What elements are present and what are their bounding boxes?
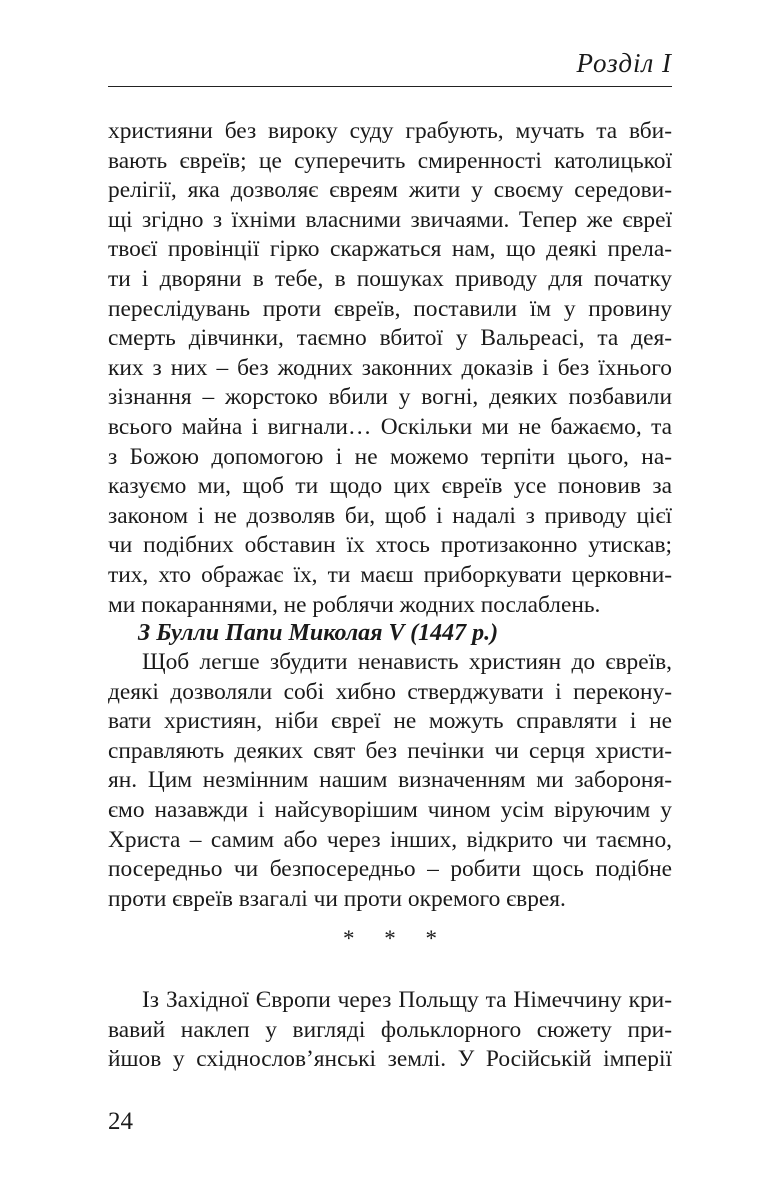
paragraph-3 <box>108 986 672 1075</box>
text-line: твоєї провінції гірко скаржаться нам, що деякі прела- <box>108 236 672 263</box>
text-line: чи подібних обставин їх хтось протизаконно утискав; <box>108 532 672 559</box>
text-line: щі згідно з їхніми власними звичаями. Тепер же євреї <box>108 206 672 233</box>
text-line: посередньо чи безпосередньо – робити щось подібне <box>108 856 672 883</box>
text-line: ємо назавжди і найсуворішим чином усім віруючим у <box>108 796 672 823</box>
text-line: деякі дозволяли собі хибно стверджувати і перекону- <box>108 678 672 705</box>
text-line: ких з них – без жодних законних доказів і без їхнього <box>108 354 672 381</box>
text-line: ми покараннями, не роблячи жодних послаблень. <box>108 591 601 618</box>
text-line: законом і не дозволяв би, щоб і надалі з приводу цієї <box>108 502 672 529</box>
running-header <box>108 42 672 87</box>
page-number: 24 <box>108 1108 133 1135</box>
section-separator: * * * <box>343 926 449 951</box>
text-line: казуємо ми, щоб ти щодо цих євреїв усе поновив за <box>108 473 672 500</box>
text-line: всього майна і вигнали… Оскільки ми не бажаємо, та <box>108 413 672 440</box>
text-line: ян. Цим незмінним нашим визначенням ми забороня- <box>108 767 672 794</box>
paragraph-2 <box>108 648 672 914</box>
text-line: вають євреїв; це суперечить смиренності католицької <box>108 147 672 174</box>
text-line: вавий наклеп у вигляді фольклорного сюжету при- <box>108 1016 672 1043</box>
text-line: смерть дівчинки, таємно вбитої у Вальреасі, та дея- <box>108 325 672 352</box>
text-line: зізнання – жорстоко вбили у вогні, деяких позбавили <box>108 384 672 411</box>
text-line: тих, хто ображає їх, ти маєш приборкувати церковни- <box>108 561 672 588</box>
chapter-title: Розділ І <box>576 48 672 78</box>
section-subheading: З Булли Папи Миколая V (1447 р.) <box>138 620 499 646</box>
text-line: проти євреїв взагалі чи проти окремого єврея. <box>108 885 566 912</box>
text-line: вати християн, ніби євреї не можуть справляти і не <box>108 708 672 735</box>
paragraph-1 <box>108 117 672 620</box>
text-line: справляють деяких свят без печінки чи серця христи- <box>108 737 672 764</box>
text-line: з Божою допомогою і не можемо терпіти цього, на- <box>108 443 672 470</box>
text-line: Христа – самим або через інших, відкрито чи таємно, <box>108 826 672 853</box>
text-line: переслідувань проти євреїв, поставили їм у провину <box>108 295 672 322</box>
text-line: ти і дворяни в тебе, в пошуках приводу для початку <box>108 265 672 292</box>
text-line: Із Західної Європи через Польщу та Німеччину кри- <box>142 987 672 1013</box>
text-line: релігії, яка дозволяє євреям жити у своєму середови- <box>108 177 672 204</box>
text-line: йшов у східнослов’янські землі. У Російській імперії <box>108 1046 672 1073</box>
text-line: Щоб легше збудити ненависть християн до євреїв, <box>142 649 672 675</box>
text-line: християни без вироку суду грабують, мучать та вби- <box>108 118 672 144</box>
